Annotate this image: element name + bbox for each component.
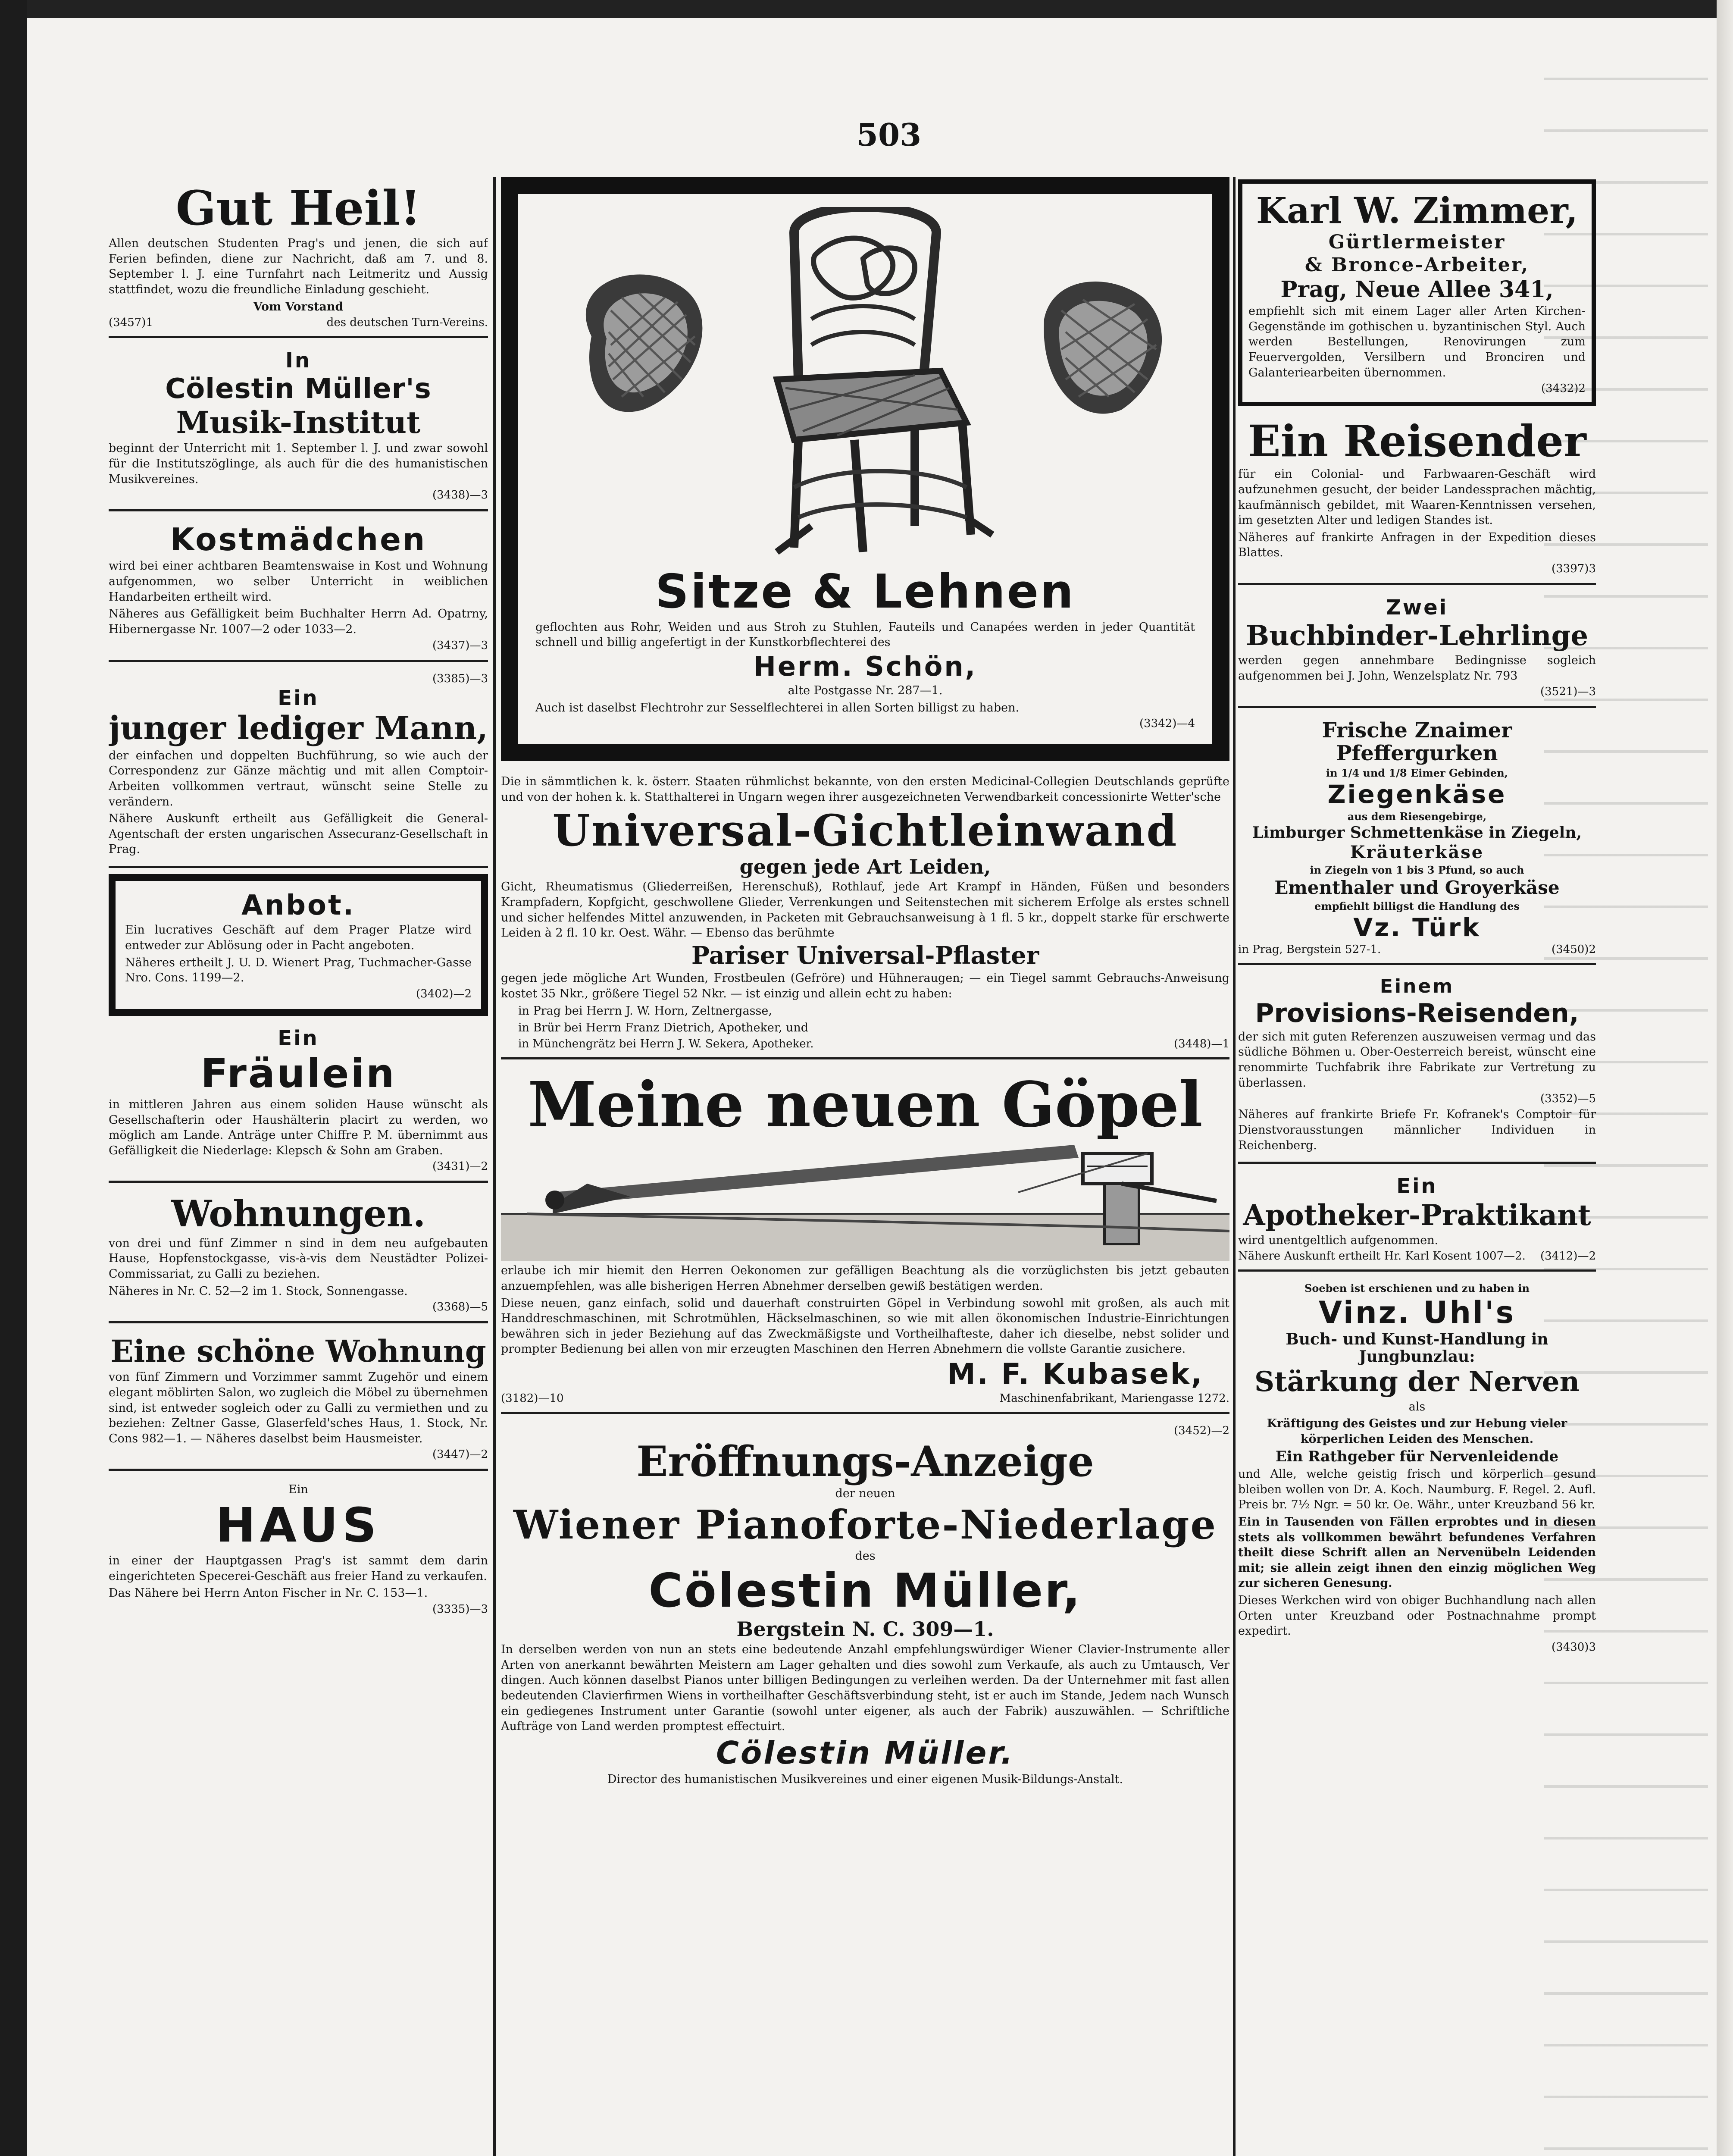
ad-name: Cölestin Müller, [648,1564,1082,1618]
ad-lediger-mann [109,668,488,868]
ad-title: Musik-Institut [176,404,421,441]
ad-zimmer [1238,179,1596,406]
ad-ref: (3352)—5 [1540,1092,1596,1106]
column-center [501,177,1229,2156]
ad-goepel [501,1065,1229,1414]
ad-body: werden gegen annehmbare Bedingnisse sogleich aufgenommen bei J. John, Wenzelsplatz Nr. 793 [1238,654,1596,683]
ad-org: des deutschen Turn-Vereins. [326,316,488,329]
page-number: 503 [856,116,922,153]
ad-anbot [109,874,488,1016]
ad-title-4: Ementhaler und Groyerkäse [1274,877,1560,899]
ad-title: Fräulein [200,1050,396,1097]
ad-title: Eröffnungs-Anzeige [636,1437,1094,1486]
ad-der: der neuen [835,1487,895,1501]
ad-book-title: Stärkung der Nerven [1254,1366,1580,1398]
ad-info: Näheres auf frankirte Anfragen in der Expedition dieses Blattes. [1238,530,1596,560]
ad-pre: Ein [288,1483,308,1497]
ad-footer [1238,943,1596,956]
ad-address: in Prag, Bergstein 527-1. [1238,943,1381,956]
ad-body: erlaube ich mir hiemit den Herren Oekonomen zur gefälligen Beachtung als die vorzüglichsten bis jetzt gebauten anzuempfehlen, was alle bisherigen Herren Abnehmer derselben gewiß bestätigen werden. [501,1264,1229,1293]
ad-name: Vz. Türk [1353,912,1481,942]
ad-body-2: Diese neuen, ganz einfach, solid und dauerhaft construirten Göpel in Verbindung sowohl mit großen, als auch mit Handdreschmaschinen, mit Schrotmühlen, Häckselmaschinen, so wie mit allen ökonomischen Industrie-Einrichtungen bewähren sich in jeder Beziehung auf das Zweckmäßigste und Vortheilhafteste, daher ich dieselbe, nebst solider und prompter Bedienung bei allen von mir erzeugten Maschinen den Herren Abnehmern die vollste Garantie zusichere. [501,1296,1229,1356]
ad-title: Anbot. [241,890,355,922]
ad-pianoforte [501,1420,1229,1796]
ad-info: Nähere Auskunft ertheilt Hr. Karl Kosent 1007—2. [1238,1250,1526,1263]
column-rule-left [493,177,496,2156]
ad-title: Eine schöne Wohnung [110,1333,486,1369]
ad-ref: (3335)—3 [432,1602,488,1616]
ad-line-1: Limburger Schmettenkäse in Ziegeln, [1252,823,1582,842]
ad-reisender [1238,412,1596,585]
ad-body: beginnt der Unterricht mit 1. September l. J. und zwar sowohl für die Institutszöglinge, als auch für die des humanistischen Musikvereines. [109,442,488,486]
ad-body: Ein lucratives Geschäft auf dem Prager Platze wird entweder zur Ablösung oder in Pacht angeboten. [125,923,472,953]
chair-icon [777,207,992,552]
ad-pre: Ein [278,686,319,710]
ad-fraeulein [109,1022,488,1183]
ad-ref: (3397)3 [1552,562,1596,576]
ad-staerkung-nerven [1238,1278,1596,1661]
cushion-right-icon [1044,282,1162,414]
ad-gut-heil [109,177,488,338]
column-right [1238,177,1596,2156]
ad-line-2: in Ziegeln von 1 bis 3 Pfund, so auch [1310,864,1524,877]
ad-ref: (3430)3 [1552,1640,1596,1654]
ad-rathgeber: Ein Rathgeber für Nervenleidende [1275,1448,1559,1465]
scan-top-border [27,0,1733,18]
ad-ref: (3457)1 [109,316,153,329]
ad-title: Ein Reisender [1248,416,1586,467]
ad-title: Gut Heil! [175,180,421,236]
ad-footer: Director des humanistischen Musikvereines und einer eigenen Musik-Bildungs-Anstalt. [607,1773,1123,1786]
lever-arm-icon [545,1145,1079,1214]
ad-ref: (3452)—2 [1174,1424,1229,1437]
ad-als: als [1408,1400,1426,1413]
ad-pfeffergurken [1238,714,1596,965]
ad-line-2: & Bronce-Arbeiter, [1304,254,1530,276]
ad-kostmaedchen [109,517,488,661]
ad-pre: Einem [1380,975,1455,998]
ad-location-3: in Münchengrätz bei Herrn J. W. Sekera, Apotheker. [518,1037,814,1050]
ad-info: Näheres auf frankirte Briefe Fr. Kofranek's Comptoir für Dienstvorausstungen männlicher Individuen in Reichenberg. [1238,1108,1596,1152]
ad-location-2: in Brür bei Herrn Franz Dietrich, Apotheker, und [518,1021,809,1035]
ad-body-2: und Alle, welche geistig frisch und körperlich gesund bleiben wollen von Dr. A. Koch. Naumburg. F. Regel. 2. Aufl. Preis br. 7½ Ngr. = 50 kr. Oe. Währ., unter Kreuzband 56 kr. [1238,1467,1596,1512]
ad-outro: Dieses Werkchen wird von obiger Buchhandlung nach allen Orten unter Kreuzband oder Postnachnahme prompt expedirt. [1238,1594,1596,1638]
ad-body: der einfachen und doppelten Buchführung, so wie auch der Correspondenz zur Gänze mächtig und mit allen Comptoir-Arbeiten vollkommen vertraut, wünscht seine Stelle zu verändern. [109,749,488,808]
ad-location-1: in Prag bei Herrn J. W. Horn, Zeltnergasse, [518,1004,772,1018]
ad-body: von fünf Zimmern und Vorzimmer sammt Zugehör und einem elegant möblirten Salon, wo zugleich die Möbel zu übernehmen sind, ist entweder sogleich oder zu Galli zu vermiethen und zu beziehen: Zeltner Gasse, Glaserfeld'sches Haus, 1. Stock, Nr. Cons 982—1. — Näheres daselbst beim Hausmeister. [109,1370,488,1445]
ad-title: Sitze & Lehnen [655,565,1075,619]
ad-shop: Wiener Pianoforte-Niederlage [513,1501,1217,1548]
ad-name: M. F. Kubasek, [947,1357,1204,1391]
ad-ref: (3342)—4 [1139,717,1195,730]
ad-pre: In [285,348,312,373]
ad-title: junger lediger Mann, [109,710,488,747]
ad-title-3: Kräuterkäse [1350,842,1484,863]
ad-body: wird bei einer achtbaren Beamtenswaise in Kost und Wohnung aufgenommen, wo selber Unterricht in weiblichen Handarbeiten ertheilt wird. [109,559,488,604]
ad-ref: (3448)—1 [1174,1037,1229,1050]
ad-line-3: empfiehlt billigst die Handlung des [1314,899,1520,912]
ad-ref: (3450)2 [1552,943,1596,956]
newspaper-page [27,0,1733,2156]
ad-pre: Ein [278,1026,319,1050]
ad-title: Provisions-Reisenden, [1255,998,1579,1028]
ad-title: Apotheker-Praktikant [1243,1198,1591,1232]
ad-title: Wohnungen. [171,1192,426,1235]
ad-title: Frische Znaimer Pfeffergurken [1322,718,1512,766]
ad-info: Das Nähere bei Herrn Anton Fischer in Nr. C. 153—1. [109,1586,428,1600]
ad-ref: (3521)—3 [1540,685,1596,699]
ad-wohnungen [109,1189,488,1323]
ad-intro: Soeben ist erschienen und zu haben in [1304,1282,1530,1295]
ad-apotheker [1238,1170,1596,1272]
ad-gichtleinwand [501,769,1229,1059]
ad-info: Näheres ertheilt J. U. D. Wienert Prag, Tuchmacher-Gasse Nro. Cons. 1199—2. [125,956,472,985]
ad-address: Maschinenfabrikant, Mariengasse 1272. [999,1391,1229,1405]
ad-ref: (3431)—2 [432,1160,488,1173]
ad-subtitle: in 1/4 und 1/8 Eimer Gebinden, [1326,767,1508,780]
ad-ref: (3402)—2 [416,987,472,1000]
ad-signature: Cölestin Müller. [716,1734,1014,1771]
ad-title-2: Ziegenkäse [1327,780,1507,809]
ad-body: in einer der Hauptgassen Prag's ist sammt dem darin eingerichteten Specerei-Geschäft aus freier Hand zu verkaufen. [109,1554,488,1583]
ad-ref: (3368)—5 [432,1300,488,1314]
ad-address: Bergstein N. C. 309—1. [736,1617,994,1641]
ad-ref: (3437)—3 [432,639,488,652]
ad-schoene-wohnung [109,1329,488,1471]
ad-ref: (3438)—3 [432,489,488,502]
ad-pflaster: Pariser Universal-Pflaster [691,941,1039,970]
ad-ref: (3412)—2 [1540,1250,1596,1263]
ad-footer [501,1037,1229,1050]
ad-subtitle-2: aus dem Riesengebirge, [1347,810,1487,823]
ad-name: Herm. Schön, [753,651,977,683]
column-left [109,177,488,2156]
ad-pre: Zwei [1386,595,1448,620]
ad-title: Meine neuen Göpel [528,1068,1203,1141]
ad-footer [501,1392,1229,1405]
ad-body-2: gegen jede mögliche Art Wunden, Frostbeulen (Gefröre) und Hühneraugen; — ein Tiegel sammt Gebrauchs-Anweisung kostet 35 Nkr., größere Tiegel 52 Nkr. — ist einzig und allein echt zu haben: [501,971,1229,1001]
goepel-machine-illustration [501,1141,1229,1261]
ad-line-3: Prag, Neue Allee 341, [1280,276,1554,303]
ad-buchbinder [1238,591,1596,708]
ad-info: Nähere Auskunft ertheilt aus Gefälligkeit die General-Agentschaft der ersten ungarischen Assecuranz-Gesellschaft in Prag. [109,812,488,856]
ad-body: von drei und fünf Zimmer n sind in dem neu aufgebauten Hause, Hopfenstockgasse, vis-à-vis dem Neustädter Polizei-Commissariat, zu Galli zu beziehen. [109,1236,488,1281]
ad-ref: (3432)2 [1541,382,1586,395]
ad-title: Kostmädchen [170,521,427,558]
ad-des: des [855,1549,876,1563]
ad-subtitle: gegen jede Art Leiden, [739,855,991,878]
ad-body: geflochten aus Rohr, Weiden und aus Stroh zu Stuhlen, Fauteils und Canapées werden in jeder Quantität schnell und billig angefertigt in der Kunstkorbflechterei des [535,620,1195,649]
ad-ref: (3182)—10 [501,1391,564,1405]
ad-name: Cölestin Müller's [165,373,432,405]
ad-body: in mittleren Jahren aus einem soliden Hause wünscht als Gesellschafterin oder Haushälterin placirt zu werden, wo möglich am Lande. Anträge unter Chiffre P. M. übernimmt aus Gefälligkeit die Niederlage: Klepsch & Sohn am Graben. [109,1097,488,1157]
ad-title: Buchbinder-Lehrlinge [1245,619,1589,652]
scan-right-edge [1717,0,1733,2156]
ad-provisions-reisenden [1238,971,1596,1164]
chair-cushions-illustration [535,207,1195,565]
ad-body: Kräftigung des Geistes und zur Hebung vieler körperlichen Leiden des Menschen. [1267,1417,1567,1446]
ad-info: Näheres in Nr. C. 52—2 im 1. Stock, Sonnengasse. [109,1284,408,1298]
ad-footer [109,316,488,329]
ad-haus [109,1477,488,1623]
ad-musik-institut [109,344,488,511]
ad-body: empfiehlt sich mit einem Lager aller Arten Kirchen-Gegenstände im gothischen u. byzantinischen Styl. Auch werden Bestellungen, Renovirungen zum Feuervergolden, Versilbern und Bronciren und Galanteriearbeiten übernommen. [1248,304,1586,379]
column-rule-right [1233,177,1236,2156]
ad-address: alte Postgasse Nr. 287—1. [788,684,943,698]
ad-extra: Auch ist daselbst Flechtrohr zur Sesselflechterei in allen Sorten billigst zu haben. [535,701,1020,714]
ad-body: In derselben werden von nun an stets eine bedeutende Anzahl empfehlungswürdiger Wiener Clavier-Instrumente aller Arten von anerkannt bewährten Meistern am Lager gehalten und dies sowohl zum Verkaufe, als auch zu Umtausch, Ver dingen. Auch können daselbst Pianos unter billigen Bedingungen zu verleihen werden. Da der Unternehmer mit fast allen bedeutenden Clavierfirmen Wiens in vortheilhafter Geschäftsverbindung steht, ist er auch im Stande, Jedem nach Wunsch ein gediegenes Instrument unter Garantie (sowohl unter eigener, als auch der Fabrik) auszuwählen. — Schriftliche Aufträge von Land werden promptest effectuirt. [501,1643,1229,1733]
ad-title: Universal-Gichtleinwand [552,805,1178,856]
ad-intro: Die in sämmtlichen k. k. österr. Staaten rühmlichst bekannte, von den ersten Medicinal-Collegien Deutschlands geprüfte und von der hohen k. k. Statthalterei in Ungarn wegen ihrer ausgezeichneten Verwendbarkeit concessionirte Wetter'sche [501,775,1229,804]
ad-signoff: Vom Vorstand [253,300,344,313]
ad-ref: (3447)—2 [432,1448,488,1461]
ad-title: HAUS [216,1498,381,1553]
ad-body: der sich mit guten Referenzen auszuweisen vermag und das südliche Böhmen u. Ober-Oesterreich bereist, wünscht eine renommirte Tuchfabrik ihre Fabrikate zur Vertretung zu überlassen. [1238,1030,1596,1090]
ad-title: Vinz. Uhl's [1318,1295,1516,1331]
cushion-left-icon [586,274,702,412]
ad-subtitle: Buch- und Kunst-Handlung in Jungbunzlau: [1286,1330,1548,1366]
ad-title: Karl W. Zimmer, [1256,190,1578,232]
ad-ref: (3385)—3 [432,672,488,685]
ad-body: Allen deutschen Studenten Prag's und jenen, die sich auf Ferien befinden, diene zur Nachricht, daß am 7. und 8. September l. J. eine Turnfahrt nach Leitmeritz und Aussig stattfindet, wozu die freundliche Einladung geschieht. [109,237,488,296]
ad-pre: Ein [1396,1174,1438,1199]
ad-body: für ein Colonial- und Farbwaaren-Geschäft wird aufzunehmen gesucht, der beider Landessprachen mächtig, kaufmännisch gebildet, mit Waaren-Kenntnissen versehen, im gesetzten Alter und ledigen Standes ist. [1238,467,1596,527]
ad-line-1: Gürtlermeister [1328,231,1506,254]
ad-body: Gicht, Rheumatismus (Gliederreißen, Herenschuß), Rothlauf, jede Art Krampf in Händen, Füßen und besonders Krampfadern, Kopfgicht, geschwollene Glieder, Verrenkungen und Seitenstechen mit sicherem Erfolge als erstes schnell und sicher helfendes Mittel anzuwenden, in Packeten mit Gebrauchsanweisung à 1 fl. 5 kr., doppelt starke für erschwerte Leiden à 2 fl. 10 kr. Oest. Währ. — Ebenso das berühmte [501,880,1229,940]
ad-bold-text: Ein in Tausenden von Fällen erprobtes und in diesen stets als vollkommen bewährt befundenes Verfahren theilt diese Schrift allen an Nervenübeln Leidenden mit; sie allein zeigt ihnen den einzig möglichen Weg zur sicheren Genesung. [1238,1515,1596,1590]
ad-sitze-lehnen [501,177,1229,761]
ad-footer [1238,1250,1596,1263]
ad-info: Näheres aus Gefälligkeit beim Buchhalter Herrn Ad. Opatrny, Hibernergasse Nr. 1007—2 oder 1033—2. [109,607,488,636]
ad-body: wird unentgeltlich aufgenommen. [1238,1233,1439,1247]
